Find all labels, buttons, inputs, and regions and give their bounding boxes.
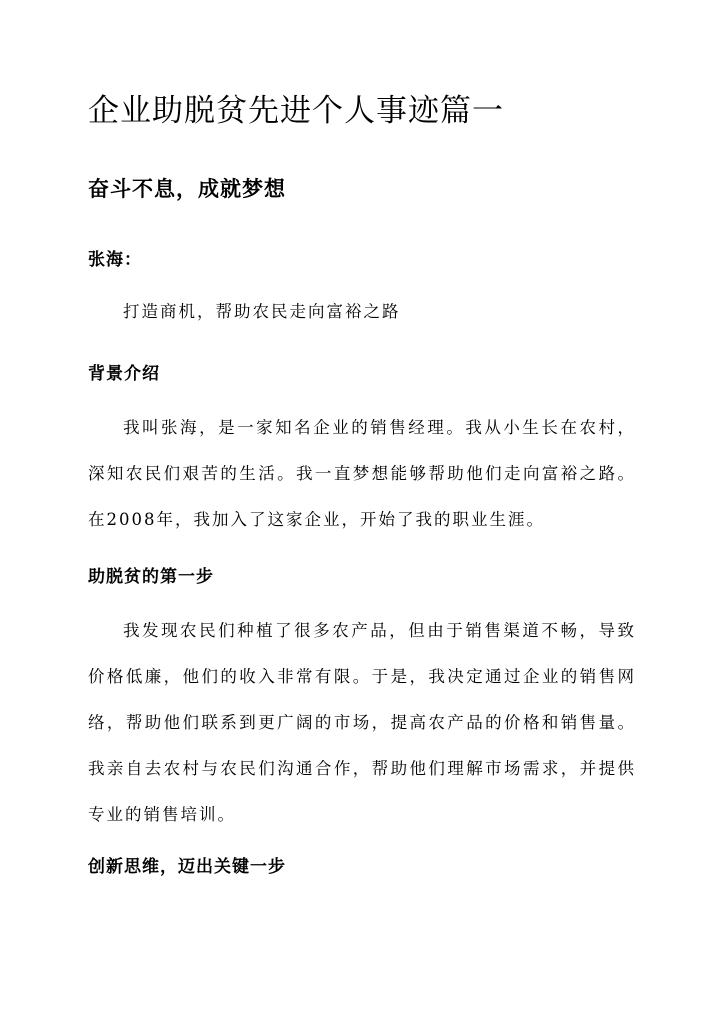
document-title: 企业助脱贫先进个人事迹篇一: [88, 93, 504, 129]
section-paragraph-background: 我叫张海，是一家知名企业的销售经理。我从小生长在农村，深知农民们艰苦的生活。我一直梦想能够帮助他们走向富裕之路。在2008年，我加入了这家企业，开始了我的职业生涯。: [88, 418, 636, 529]
document-subtitle: 奋斗不息，成就梦想: [88, 176, 286, 201]
section-heading-background: 背景介绍: [88, 364, 160, 384]
section-paragraph-first-step: 我发现农民们种植了很多农产品，但由于销售渠道不畅，导致价格低廉，他们的收入非常有限。于是，我决定通过企业的销售网络，帮助他们联系到更广阔的市场，提高农产品的价格和销售量。我亲自去农村与农民们沟通合作，帮助他们理解市场需求，并提供专业的销售培训。: [88, 621, 636, 824]
section-heading-first-step: 助脱贫的第一步: [88, 567, 214, 587]
tagline-paragraph: 打造商机，帮助农民走向富裕之路: [123, 302, 401, 321]
section-heading-innovation: 创新思维，迈出关键一步: [88, 857, 286, 877]
name-heading: 张海：: [88, 250, 142, 270]
